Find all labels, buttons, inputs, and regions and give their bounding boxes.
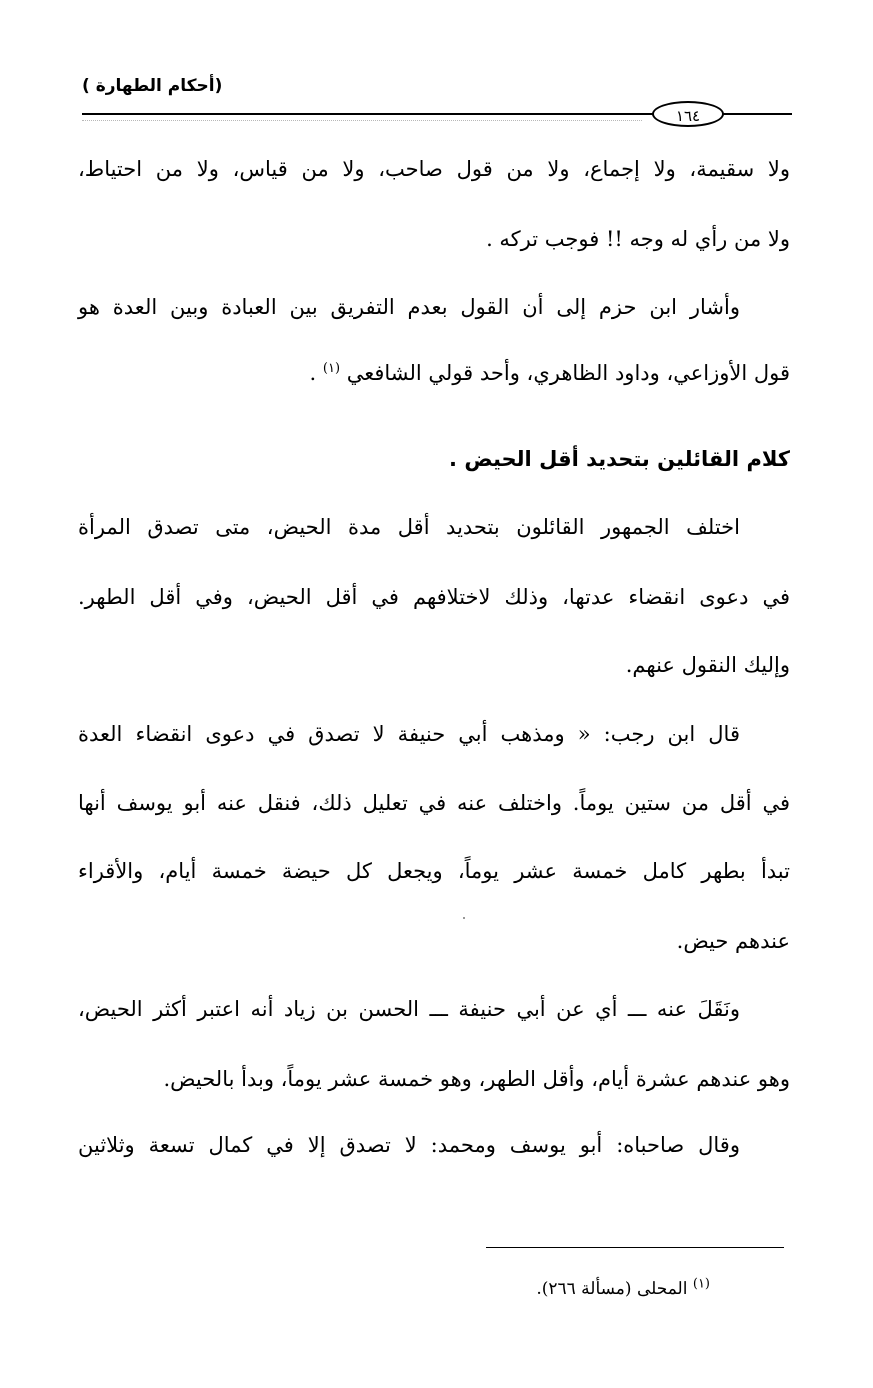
body-line-4 [78, 356, 790, 390]
body-line-1: ولا سقيمة، ولا إجماع، ولا من قول صاحب، ولا من قياس، ولا من احتياط، [78, 157, 790, 181]
scan-speck [463, 917, 465, 919]
section-heading: كلام القائلين بتحديد أقل الحيض . [449, 447, 790, 471]
body-line-6: في دعوى انقضاء عدتها، وذلك لاختلافهم في أقل الحيض، وفي أقل الطهر. [78, 585, 790, 609]
body-line-13: وهو عندهم عشرة أيام، وأقل الطهر، وهو خمسة عشر يوماً، وبدأ بالحيض. [163, 1067, 790, 1091]
running-title: (أحكام الطهارة ) [82, 76, 223, 96]
footnote-marker: (١) [692, 1276, 710, 1292]
footnote-text: المحلى (مسألة ٢٦٦). [536, 1279, 688, 1299]
body-line-3: وأشار ابن حزم إلى أن القول بعدم التفريق بين العبادة وبين العدة هو [78, 295, 740, 319]
body-line-8: قال ابن رجب: « ومذهب أبي حنيفة لا تصدق في دعوى انقضاء العدة [78, 722, 740, 746]
page-number: ١٦٤ [652, 101, 724, 127]
body-line-5: اختلف الجمهور القائلون بتحديد أقل مدة الحيض، متى تصدق المرأة [78, 515, 740, 539]
body-line-14: وقال صاحباه: أبو يوسف ومحمد: لا تصدق إلا في كمال تسعة وثلاثين [78, 1133, 740, 1157]
header-rule-shadow [82, 120, 642, 121]
footnote [300, 1276, 710, 1302]
body-line-2: ولا من رأي له وجه !! فوجب تركه . [486, 227, 790, 251]
body-line-4-end: . [309, 361, 317, 385]
body-line-10: تبدأ بطهر كامل خمسة عشر يوماً، ويجعل كل حيضة خمسة أيام، والأقراء [78, 859, 790, 883]
body-line-12: ونَقَلَ عنه ـــ أي عن أبي حنيفة ـــ الحسن بن زياد أنه اعتبر أكثر الحيض، [78, 997, 740, 1021]
body-line-7: وإليك النقول عنهم. [625, 653, 790, 677]
footnote-rule [486, 1247, 784, 1248]
body-line-4-text: قول الأوزاعي، وداود الظاهري، وأحد قولي الشافعي [346, 361, 790, 385]
body-line-11: عندهم حيض. [676, 929, 790, 953]
body-line-9: في أقل من ستين يوماً. واختلف عنه في تعليل ذلك، فنقل عنه أبو يوسف أنها [78, 791, 790, 815]
footnote-ref-1: (١) [322, 361, 341, 376]
